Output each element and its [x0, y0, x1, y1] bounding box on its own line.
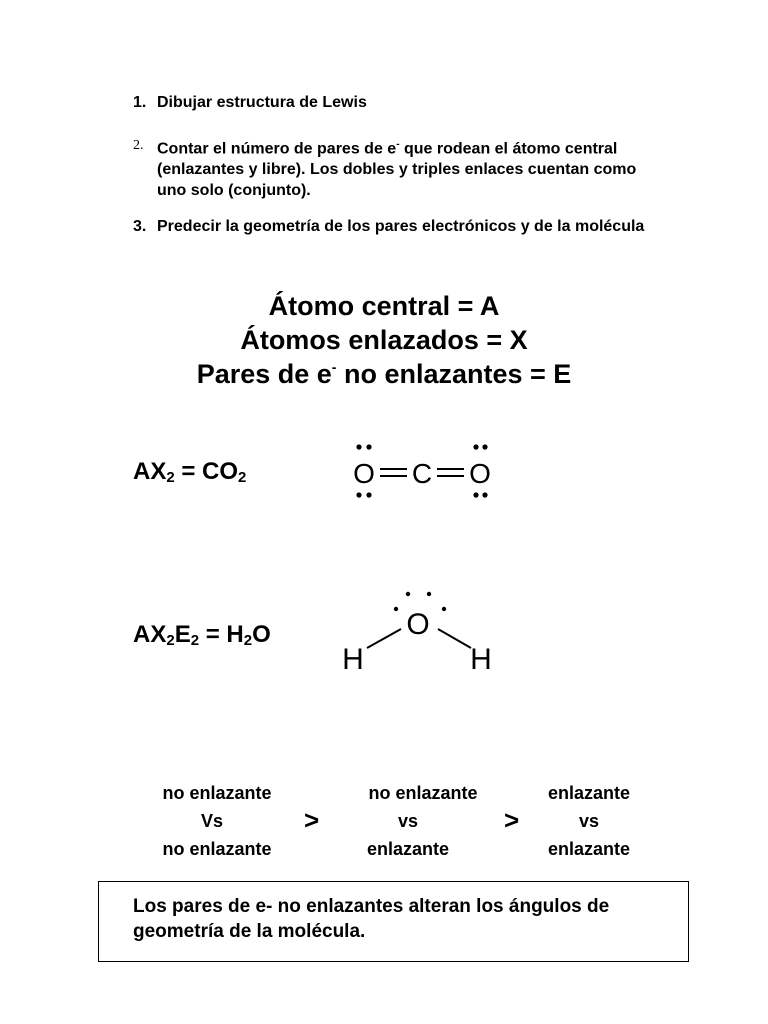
formula-part: = CO [174, 458, 239, 485]
step-number: 3. [133, 218, 147, 235]
step-text: Predecir la geometría de los pares electrónicos y de la molécula [157, 218, 645, 235]
formula-subscript: 2 [190, 632, 200, 649]
electron-charge-sup: - [331, 359, 337, 375]
atom-carbon: C [411, 458, 433, 489]
lone-pair-dot [356, 492, 361, 497]
step-text-part: Contar el número de pares de e [157, 140, 397, 158]
step-1 [133, 92, 653, 113]
step-3 [133, 216, 653, 237]
comparison-vs: vs [397, 811, 419, 831]
lone-pair-dot [366, 444, 371, 449]
comparison-bottom: enlazante [547, 839, 631, 859]
comparison-top: enlazante [547, 783, 631, 803]
formula-ax2-co2 [133, 458, 246, 486]
formula-part: E [174, 621, 191, 648]
formula-ax2e2-h2o [133, 621, 271, 649]
formula-subscript: 2 [166, 469, 175, 486]
atom-oxygen: O [406, 608, 430, 641]
formula-part: = H [199, 621, 244, 648]
lone-pair-dot [427, 592, 431, 596]
lone-pair-dot [442, 607, 446, 611]
definition-part: Pares de e [196, 359, 332, 389]
formula-part: AX [133, 458, 167, 485]
comparison-bottom: no enlazante [162, 839, 272, 859]
lone-pair-dot [406, 592, 410, 596]
step-text-part: que rodean el átomo central (enlazantes y libre). Los dobles y triples enlaces cuentan como uno solo (conjunto). [157, 140, 637, 200]
atom-hydrogen-left: H [342, 643, 364, 674]
step-text [157, 134, 653, 201]
formula-part: O [252, 621, 271, 648]
lone-pair-dot [394, 607, 398, 611]
note-box [98, 881, 689, 962]
lewis-structure-co2 [340, 436, 510, 506]
lone-pair-dot [356, 444, 361, 449]
comparison-lone-lone [127, 779, 307, 863]
electron-charge-sup: - [396, 139, 400, 150]
lewis-structure-h2o [336, 584, 501, 674]
formula-subscript: 2 [243, 632, 253, 649]
bond-line [367, 629, 401, 648]
step-number: 2. [133, 138, 144, 153]
comparison-top: no enlazante [368, 783, 478, 803]
comparison-bottom: enlazante [366, 839, 450, 859]
comparison-vs: Vs [200, 811, 224, 831]
lone-pair-dot [366, 492, 371, 497]
comparison-vs: vs [578, 811, 600, 831]
formula-subscript: 2 [166, 632, 175, 649]
step-text: Dibujar estructura de Lewis [157, 94, 367, 111]
comparison-bonding-bonding [499, 779, 679, 863]
step-number: 1. [133, 94, 147, 111]
comparison-lone-bonding [333, 779, 513, 863]
bond-line [438, 629, 471, 648]
lone-pair-dot [482, 492, 487, 497]
greater-than-symbol: > [304, 805, 320, 835]
definition-lone-pairs [0, 357, 768, 391]
lone-pair-dot [482, 444, 487, 449]
definition-part: no enlazantes = E [336, 359, 572, 389]
definition-bonded-atoms: Átomos enlazados = X [240, 325, 528, 355]
formula-part: AX [133, 621, 167, 648]
greater-than-symbol: > [504, 805, 520, 835]
definition-central-atom: Átomo central = A [268, 291, 500, 321]
comparison-top: no enlazante [162, 783, 272, 803]
definitions [0, 289, 768, 391]
atom-oxygen-right: O [469, 458, 491, 489]
atom-hydrogen-right: H [470, 643, 492, 674]
lone-pair-dot [473, 492, 478, 497]
atom-oxygen-left: O [353, 458, 375, 489]
formula-subscript: 2 [238, 469, 247, 486]
note-text: Los pares de e- no enlazantes alteran los ángulos de geometría de la molécula. [133, 896, 610, 942]
lone-pair-dot [473, 444, 478, 449]
step-2 [133, 134, 653, 201]
